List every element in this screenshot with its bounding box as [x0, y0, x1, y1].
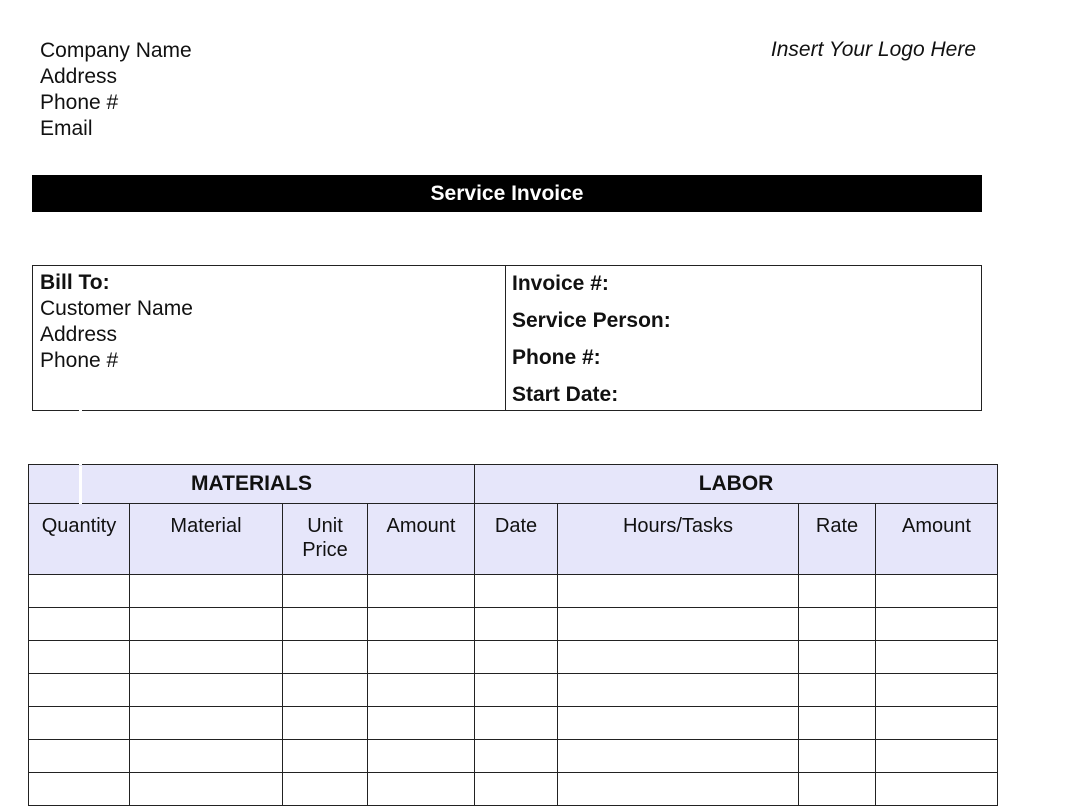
page-guide-line	[79, 466, 82, 504]
cell-quantity[interactable]	[29, 707, 130, 740]
invoice-title: Service Invoice	[430, 181, 584, 205]
cell-hours-tasks[interactable]	[558, 641, 799, 674]
cell-hours-tasks[interactable]	[558, 575, 799, 608]
cell-rate[interactable]	[799, 575, 876, 608]
service-person-label: Service Person:	[512, 309, 671, 332]
company-name: Company Name	[40, 39, 192, 62]
cell-quantity[interactable]	[29, 740, 130, 773]
cell-labor-amount[interactable]	[876, 674, 998, 707]
cell-materials-amount[interactable]	[368, 707, 475, 740]
col-unit-price	[283, 504, 368, 575]
cell-unit-price[interactable]	[283, 740, 368, 773]
cell-materials-amount[interactable]	[368, 740, 475, 773]
invoice-number-label: Invoice #:	[512, 272, 609, 295]
cell-unit-price[interactable]	[283, 707, 368, 740]
cell-labor-amount[interactable]	[876, 608, 998, 641]
table-row	[29, 641, 998, 674]
table-row	[29, 674, 998, 707]
cell-quantity[interactable]	[29, 608, 130, 641]
table-body	[29, 575, 998, 806]
cell-material[interactable]	[130, 674, 283, 707]
cell-date[interactable]	[475, 608, 558, 641]
cell-material[interactable]	[130, 773, 283, 806]
cell-date[interactable]	[475, 773, 558, 806]
cell-date[interactable]	[475, 641, 558, 674]
table-row	[29, 707, 998, 740]
bill-to-box	[32, 265, 982, 411]
cell-hours-tasks[interactable]	[558, 773, 799, 806]
cell-unit-price[interactable]	[283, 674, 368, 707]
cell-materials-amount[interactable]	[368, 608, 475, 641]
bill-to-heading: Bill To:	[40, 271, 110, 294]
table-row	[29, 575, 998, 608]
invoice-details	[506, 266, 981, 410]
company-info	[40, 38, 192, 142]
logo-placeholder: Insert Your Logo Here	[770, 38, 976, 61]
col-quantity: Quantity	[29, 504, 130, 575]
cell-unit-price[interactable]	[283, 608, 368, 641]
cell-labor-amount[interactable]	[876, 641, 998, 674]
col-date: Date	[475, 504, 558, 575]
col-unit-price-line2: Price	[302, 539, 348, 561]
cell-materials-amount[interactable]	[368, 674, 475, 707]
cell-materials-amount[interactable]	[368, 575, 475, 608]
cell-material[interactable]	[130, 575, 283, 608]
cell-date[interactable]	[475, 740, 558, 773]
start-date-label: Start Date:	[512, 383, 619, 406]
phone-label: Phone #:	[512, 346, 601, 369]
cell-rate[interactable]	[799, 674, 876, 707]
cell-quantity[interactable]	[29, 641, 130, 674]
company-email: Email	[40, 117, 93, 140]
col-materials-amount: Amount	[368, 504, 475, 575]
company-phone: Phone #	[40, 91, 119, 114]
col-hours-tasks: Hours/Tasks	[558, 504, 799, 575]
cell-rate[interactable]	[799, 740, 876, 773]
cell-material[interactable]	[130, 740, 283, 773]
cell-quantity[interactable]	[29, 575, 130, 608]
cell-unit-price[interactable]	[283, 641, 368, 674]
table-row	[29, 773, 998, 806]
cell-hours-tasks[interactable]	[558, 674, 799, 707]
cell-quantity[interactable]	[29, 674, 130, 707]
cell-material[interactable]	[130, 608, 283, 641]
labor-heading: LABOR	[475, 465, 998, 504]
cell-labor-amount[interactable]	[876, 773, 998, 806]
cell-rate[interactable]	[799, 608, 876, 641]
cell-unit-price[interactable]	[283, 773, 368, 806]
cell-material[interactable]	[130, 641, 283, 674]
bill-to-section	[33, 266, 506, 410]
cell-rate[interactable]	[799, 641, 876, 674]
cell-hours-tasks[interactable]	[558, 608, 799, 641]
customer-phone: Phone #	[40, 349, 119, 372]
cell-hours-tasks[interactable]	[558, 707, 799, 740]
col-rate: Rate	[799, 504, 876, 575]
cell-labor-amount[interactable]	[876, 575, 998, 608]
col-material: Material	[130, 504, 283, 575]
cell-unit-price[interactable]	[283, 575, 368, 608]
cell-materials-amount[interactable]	[368, 641, 475, 674]
cell-materials-amount[interactable]	[368, 773, 475, 806]
customer-address: Address	[40, 323, 118, 346]
col-unit-price-line1: Unit	[307, 515, 343, 537]
cell-hours-tasks[interactable]	[558, 740, 799, 773]
invoice-title-banner	[32, 175, 982, 212]
company-address: Address	[40, 65, 118, 88]
cell-date[interactable]	[475, 674, 558, 707]
page-guide-line	[79, 410, 82, 465]
cell-rate[interactable]	[799, 773, 876, 806]
cell-date[interactable]	[475, 575, 558, 608]
cell-labor-amount[interactable]	[876, 707, 998, 740]
customer-name: Customer Name	[40, 297, 193, 320]
cell-quantity[interactable]	[29, 773, 130, 806]
cell-rate[interactable]	[799, 707, 876, 740]
materials-heading: MATERIALS	[29, 465, 475, 504]
cell-date[interactable]	[475, 707, 558, 740]
cell-labor-amount[interactable]	[876, 740, 998, 773]
table-row	[29, 740, 998, 773]
cell-material[interactable]	[130, 707, 283, 740]
col-labor-amount: Amount	[876, 504, 998, 575]
items-table	[28, 464, 998, 806]
table-row	[29, 608, 998, 641]
